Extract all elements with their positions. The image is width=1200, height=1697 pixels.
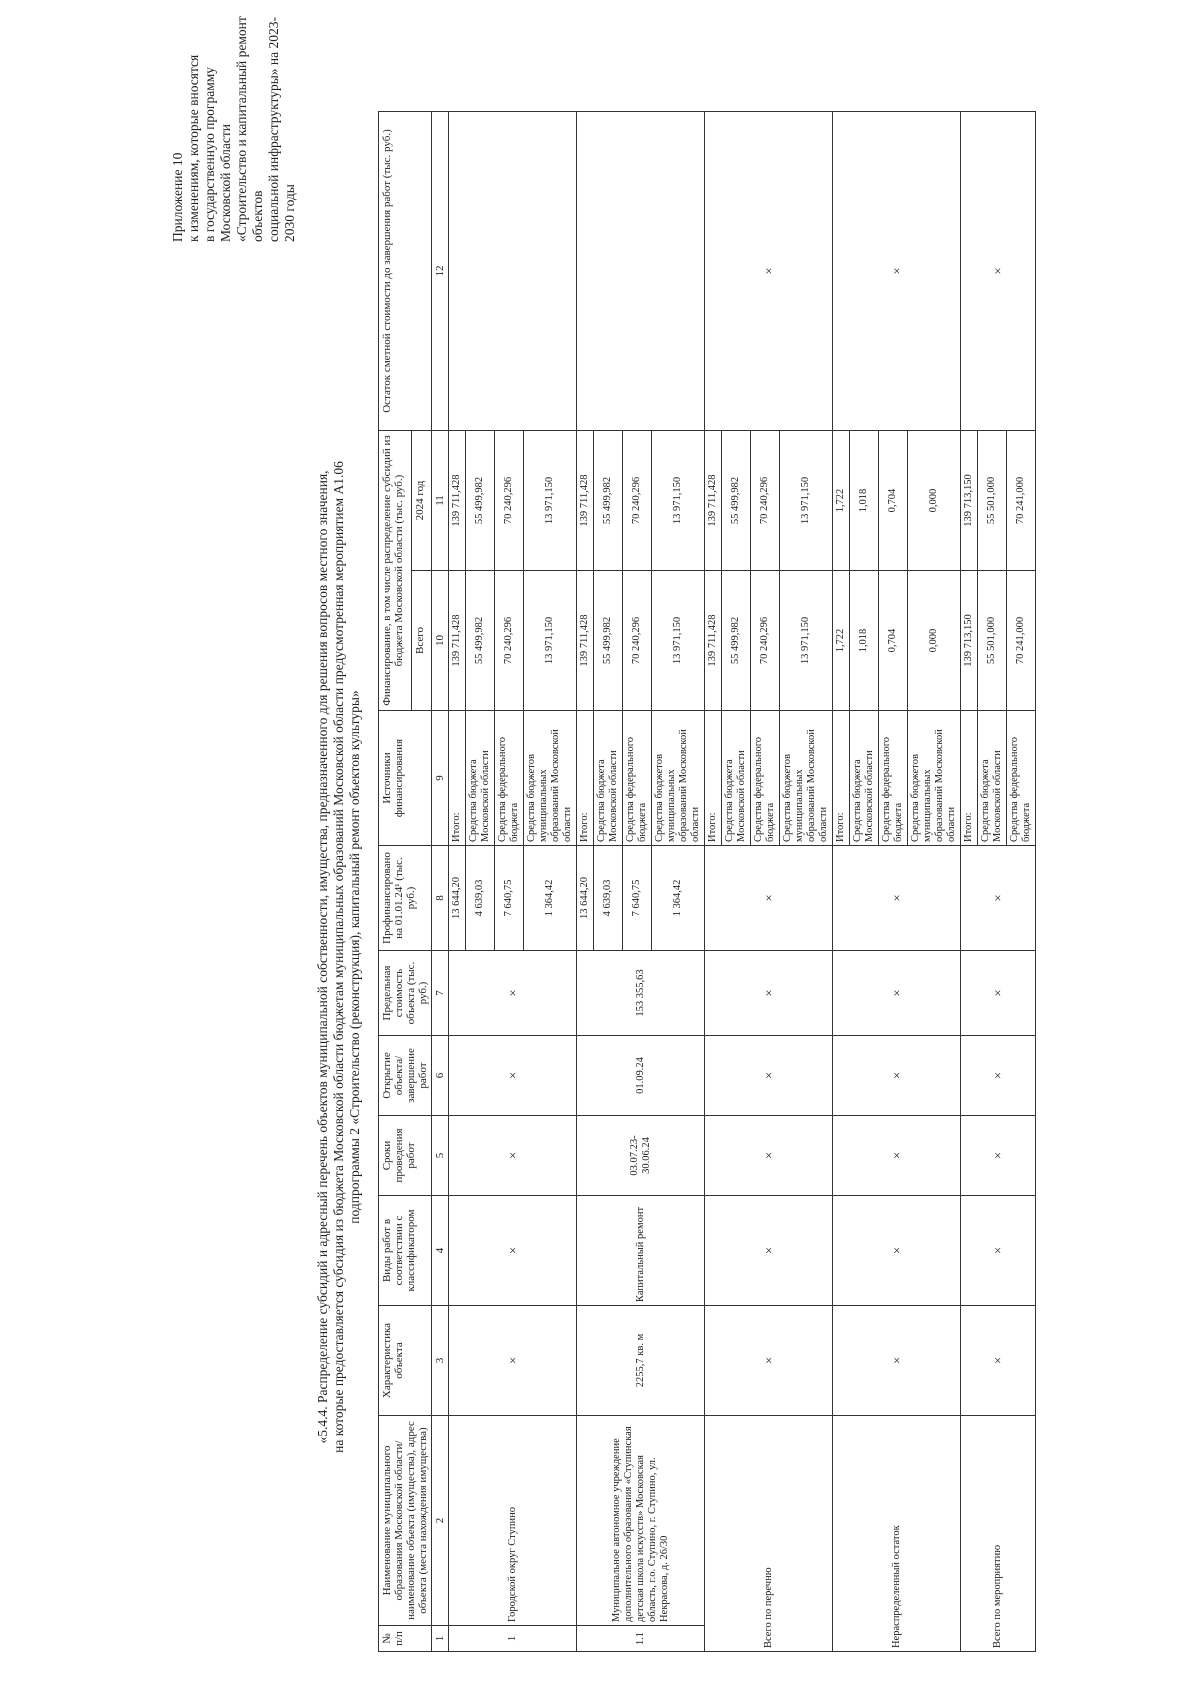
funding-source: Средства бюджета Московской области [722, 711, 751, 846]
prefinanced: 13 644,20 [449, 846, 466, 951]
total-amount: 139 711,428 [705, 571, 722, 711]
prefinanced: 1 364,42 [652, 846, 705, 951]
summary-mark: × [705, 951, 833, 1036]
column-number: 4 [432, 1196, 449, 1306]
column-number: 6 [432, 1036, 449, 1116]
appendix-line: к изменениям, которые вносятся [186, 54, 201, 242]
row-number: 1 [449, 1626, 577, 1652]
prefinanced: 13 644,20 [577, 846, 594, 951]
col-header: Остаток сметной стоимости до завершения работ (тыс. руб.) [379, 112, 432, 431]
distribution-table [378, 111, 1036, 1652]
year-amount: 55 499,982 [722, 431, 751, 571]
year-amount: 70 241,000 [1007, 431, 1036, 571]
object-name: Муниципальное автономное учреждение дополнительного образования «Ступинская детская школа искусств» Московская область, г.о. Ступино, г. Ступино, ул. Некрасова, д. 26/30 [577, 1416, 705, 1626]
open-date: × [449, 1036, 577, 1116]
object-characteristic: 2255,7 кв. м [577, 1306, 705, 1416]
funding-source: Средства бюджетов муниципальных образований Московской области [652, 711, 705, 846]
appendix-line: «Строительство и капитальный ремонт объектов [234, 16, 265, 242]
year-amount: 70 240,296 [495, 431, 524, 571]
column-number: 3 [432, 1306, 449, 1416]
summary-mark: × [961, 1306, 1036, 1416]
funding-source: Средства бюджетов муниципальных образований Московской области [780, 711, 833, 846]
summary-mark: × [961, 951, 1036, 1036]
remaining-cost: × [961, 112, 1036, 431]
col-header: Профинансировано на 01.01.24¹ (тыс. руб.) [379, 846, 432, 951]
column-number: 9 [432, 711, 449, 846]
appendix-header [170, 0, 298, 242]
col-header: Виды работ в соответствии с классификатором [379, 1196, 432, 1306]
year-amount: 139 711,428 [705, 431, 722, 571]
total-amount: 55 501,000 [978, 571, 1007, 711]
summary-mark: × [833, 1116, 961, 1196]
table-row [577, 112, 594, 1652]
column-number: 1 [432, 1626, 449, 1652]
appendix-line: социальной инфраструктуры» на 2023-2030 годы [266, 17, 297, 242]
total-amount: 55 499,982 [594, 571, 623, 711]
total-amount: 70 240,296 [751, 571, 780, 711]
work-period: × [449, 1116, 577, 1196]
title-line: «5.4.4. Распределение субсидий и адресный перечень объектов муниципальной собственности, имущества, предназначенного для решения вопросов местного значения, [315, 470, 330, 1444]
title-line: на которые предоставляется субсидия из бюджета Московской области бюджетам муниципальных образований Московской области предусмотренная мероприятием А1.06 [331, 461, 346, 1453]
summary-mark: × [961, 1196, 1036, 1306]
total-amount: 139 711,428 [577, 571, 594, 711]
table-row [449, 112, 466, 1652]
total-amount: 55 499,982 [722, 571, 751, 711]
col-header: Открытие объекта/ завершение работ [379, 1036, 432, 1116]
total-amount: 1,018 [850, 571, 879, 711]
year-amount: 139 711,428 [449, 431, 466, 571]
title-line: подпрограммы 2 «Строительство (реконструкция), капитальный ремонт объектов культуры» [347, 690, 362, 1224]
table-row [705, 112, 722, 1652]
funding-source: Итого: [705, 711, 722, 846]
funding-source: Итого: [961, 711, 978, 846]
col-subheader: Всего [412, 571, 432, 711]
summary-mark: × [833, 846, 961, 951]
funding-source: Средства федерального бюджета [495, 711, 524, 846]
year-amount: 139 711,428 [577, 431, 594, 571]
total-amount: 13 971,150 [652, 571, 705, 711]
funding-source: Средства федерального бюджета [623, 711, 652, 846]
summary-mark: × [833, 1036, 961, 1116]
remaining-cost: × [833, 112, 961, 431]
funding-source: Средства бюджета Московской области [978, 711, 1007, 846]
total-amount: 13 971,150 [780, 571, 833, 711]
col-header: Наименование муниципального образования Московской области/наименование объекта (имущества), адрес объекта (места нахождения имущества) [379, 1416, 432, 1626]
col-subheader: 2024 год [412, 431, 432, 571]
year-amount: 55 499,982 [466, 431, 495, 571]
summary-mark: × [705, 1306, 833, 1416]
year-amount: 139 713,150 [961, 431, 978, 571]
funding-source: Средства бюджета Московской области [850, 711, 879, 846]
total-amount: 55 499,982 [466, 571, 495, 711]
remaining-cost [577, 112, 705, 431]
summary-label: Нераспределенный остаток [833, 1416, 961, 1652]
year-amount: 13 971,150 [524, 431, 577, 571]
col-header: Предельная стоимость объекта (тыс. руб.) [379, 951, 432, 1036]
total-amount: 70 240,296 [495, 571, 524, 711]
column-number: 2 [432, 1416, 449, 1626]
year-amount: 70 240,296 [751, 431, 780, 571]
total-amount: 139 713,150 [961, 571, 978, 711]
year-amount: 1,018 [850, 431, 879, 571]
funding-source: Итого: [833, 711, 850, 846]
work-type: Капитальный ремонт [577, 1196, 705, 1306]
summary-label: Всего по мероприятию [961, 1416, 1036, 1652]
year-amount: 1,722 [833, 431, 850, 571]
year-amount: 55 499,982 [594, 431, 623, 571]
funding-source: Средства федерального бюджета [1007, 711, 1036, 846]
col-header: Финансирование, в том числе распределение субсидий из бюджета Московской области (тыс. руб.) [379, 431, 412, 711]
prefinanced: 4 639,03 [466, 846, 495, 951]
column-number: 8 [432, 846, 449, 951]
funding-source: Средства бюджетов муниципальных образований Московской области [908, 711, 961, 846]
max-cost: × [449, 951, 577, 1036]
remaining-cost [449, 112, 577, 431]
table-row [833, 112, 850, 1652]
summary-mark: × [961, 1036, 1036, 1116]
year-amount: 55 501,000 [978, 431, 1007, 571]
funding-source: Итого: [449, 711, 466, 846]
col-header: Источники финансирования [379, 711, 432, 846]
appendix-line: Приложение 10 [170, 152, 185, 242]
remaining-cost: × [705, 112, 833, 431]
summary-mark: × [705, 1196, 833, 1306]
appendix-line: в государственную программу Московской области [202, 66, 233, 242]
column-number: 7 [432, 951, 449, 1036]
summary-mark: × [705, 846, 833, 951]
column-number: 11 [432, 431, 449, 571]
funding-source: Средства бюджетов муниципальных образований Московской области [524, 711, 577, 846]
prefinanced: 4 639,03 [594, 846, 623, 951]
funding-source: Средства федерального бюджета [879, 711, 908, 846]
funding-source: Средства бюджета Московской области [466, 711, 495, 846]
open-date: 01.09.24 [577, 1036, 705, 1116]
column-number: 5 [432, 1116, 449, 1196]
summary-mark: × [833, 1306, 961, 1416]
total-amount: 0,704 [879, 571, 908, 711]
summary-label: Всего по перечню [705, 1416, 833, 1652]
header-row [379, 112, 412, 1652]
col-header: № п/п [379, 1626, 432, 1652]
year-amount: 13 971,150 [652, 431, 705, 571]
row-number: 1.1 [577, 1626, 705, 1652]
summary-mark: × [833, 951, 961, 1036]
summary-mark: × [961, 846, 1036, 951]
year-amount: 70 240,296 [623, 431, 652, 571]
year-amount: 13 971,150 [780, 431, 833, 571]
col-header: Характеристика объекта [379, 1306, 432, 1416]
work-type: × [449, 1196, 577, 1306]
column-number: 10 [432, 571, 449, 711]
document-title [315, 347, 363, 1567]
summary-mark: × [833, 1196, 961, 1306]
object-name: Городской округ Ступино [449, 1416, 577, 1626]
total-amount: 139 711,428 [449, 571, 466, 711]
funding-source: Итого: [577, 711, 594, 846]
year-amount: 0,000 [908, 431, 961, 571]
funding-source: Средства федерального бюджета [751, 711, 780, 846]
summary-mark: × [961, 1116, 1036, 1196]
year-amount: 0,704 [879, 431, 908, 571]
column-number: 12 [432, 112, 449, 431]
prefinanced: 1 364,42 [524, 846, 577, 951]
total-amount: 13 971,150 [524, 571, 577, 711]
table-row [961, 112, 978, 1652]
total-amount: 70 240,296 [623, 571, 652, 711]
total-amount: 70 241,000 [1007, 571, 1036, 711]
total-amount: 0,000 [908, 571, 961, 711]
column-numbers-row [432, 112, 449, 1652]
work-period: 03.07.23-30.06.24 [577, 1116, 705, 1196]
object-characteristic: × [449, 1306, 577, 1416]
col-header: Сроки проведения работ [379, 1116, 432, 1196]
total-amount: 1,722 [833, 571, 850, 711]
max-cost: 153 355,63 [577, 951, 705, 1036]
prefinanced: 7 640,75 [623, 846, 652, 951]
summary-mark: × [705, 1116, 833, 1196]
prefinanced: 7 640,75 [495, 846, 524, 951]
summary-mark: × [705, 1036, 833, 1116]
funding-source: Средства бюджета Московской области [594, 711, 623, 846]
